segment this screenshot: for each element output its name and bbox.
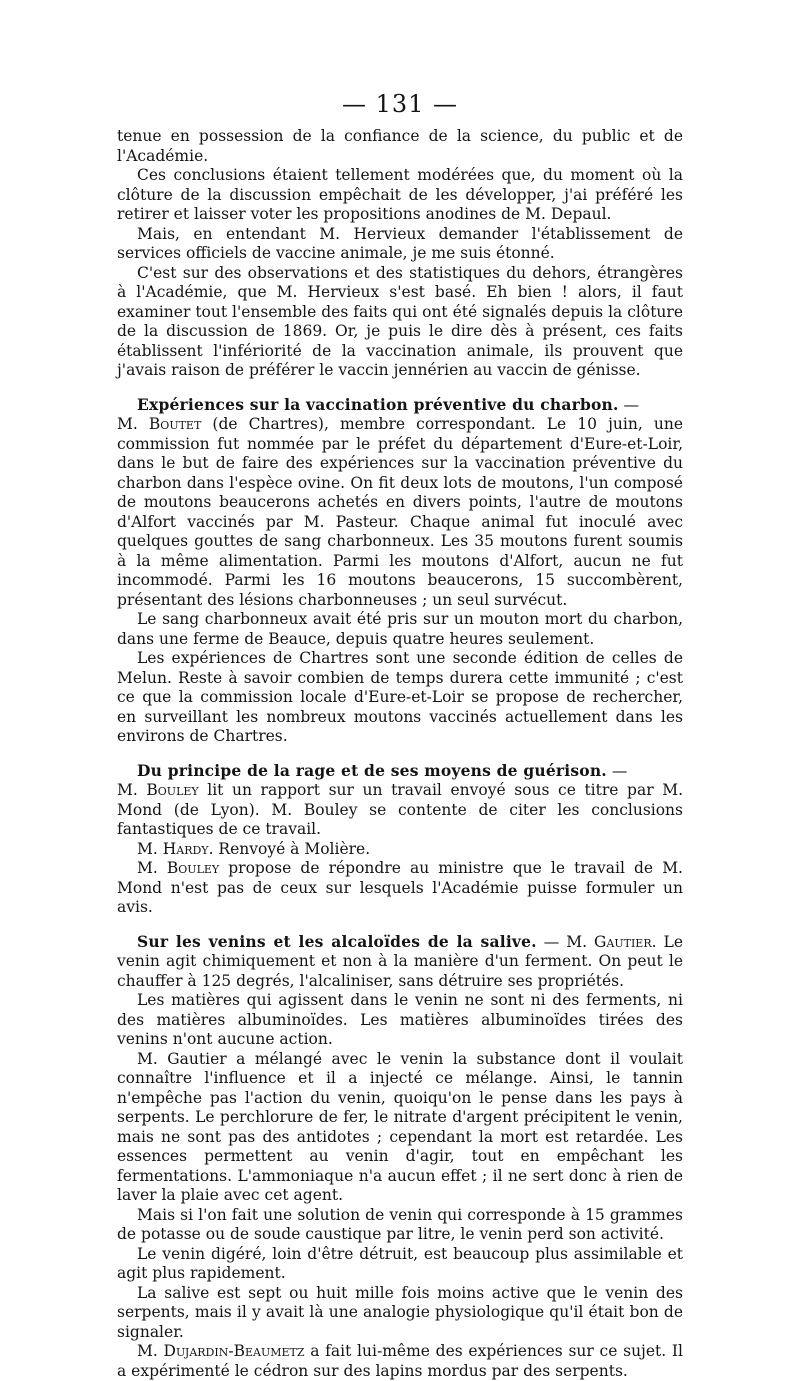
author-prefix: M. (137, 1342, 164, 1360)
paragraph: Mais, en entendant M. Hervieux demander l'établissement de services officiels de vaccine animale, je me suis étonné. (117, 224, 683, 262)
paragraph: tenue en possession de la confiance de la science, du public et de l'Académie. (117, 127, 683, 165)
paragraph: C'est sur des observations et des statistiques du dehors, étrangères à l'Académie, que M. Hervieux s'est basé. Eh bien ! alors, il faut examiner tout l'ensemble des faits qui ont été signalés depuis la clôture de la discussion de 1869. Or, je puis le dire dès à présent, ces faits établissent l'infériorité de la vaccination animale, ils prouvent que j'avais raison de préférer le vaccin jennérien au vaccin de génisse. (117, 263, 683, 379)
paragraph-text: (de Chartres), membre correspondant. Le 10 juin, une commission fut nommée par le préfet du département d'Eure-et-Loir, dans le but de faire des expériences sur la vaccination préventive du charbon dans l'espèce ovine. On fit deux lots de moutons, l'un composé de moutons beaucerons achetés en divers points, l'autre de moutons d'Alfort vaccinés par M. Pasteur. Chaque animal fut inoculé avec quelques gouttes de sang charbonneux. Les 35 moutons furent soumis à la même alimentation. Parmi les moutons d'Alfort, aucun ne fut incommodé. Parmi les 16 moutons beaucerons, 15 succombèrent, présentant des lésions charbonneuses ; un seul survécut. (117, 415, 684, 609)
paragraph-text: lit un rapport sur un travail envoyé sous ce titre par M. Mond (de Lyon). M. Bouley se contente de citer les conclusions fantastiques de ce travail. (117, 781, 683, 838)
author-name: Bouley (166, 859, 220, 877)
section-paragraph (117, 932, 683, 992)
author-name: Boutet (148, 415, 202, 433)
dash: — (606, 761, 628, 780)
paragraph: Les matières qui agissent dans le venin ne sont ni des ferments, ni des matières albuminoïdes. Les matières albuminoïdes tirées des venins n'ont aucune action. (117, 991, 683, 1048)
punctuation: . (651, 932, 657, 951)
section-title: Du principe de la rage et de ses moyens de guérison. (137, 760, 607, 780)
author-prefix: M. (137, 839, 163, 858)
paragraph: Mais si l'on fait une solution de venin qui corresponde à 15 grammes de potasse ou de soude caustique par litre, le venin perd son activité. (117, 1205, 683, 1243)
paragraph: M. Gautier a mélangé avec le venin la substance dont il voulait connaître l'influence et il a injecté ce mélange. Ainsi, le tannin n'empêche pas l'action du venin, quoiqu'on le pense dans les pays à serpents. Le perchlorure de fer, le nitrate d'argent précipitent le venin, mais ne sont pas des antidotes ; cependant la mort est retardée. Les essences permettent au venin d'agir, tout en empêchant les fermentations. L'ammoniaque n'a aucun effet ; il ne sert donc à rien de laver la plaie avec cet agent. (117, 1049, 683, 1204)
paragraph: Le venin digéré, loin d'être détruit, est beaucoup plus assimilable et agit plus rapidement. (117, 1244, 683, 1282)
page-number: — 131 — (341, 90, 459, 118)
paragraph (117, 859, 683, 918)
paragraph (117, 1342, 683, 1381)
author-prefix: M. (117, 415, 149, 433)
dash: — (618, 395, 640, 414)
paragraph: Ces conclusions étaient tellement modérées que, du moment où la clôture de la discussion empêchait de les développer, j'ai préféré les retirer et laisser voter les propositions anodines de M. Depaul. (117, 166, 683, 223)
paragraph: Les expériences de Chartres sont une seconde édition de celles de Melun. Reste à savoir combien de temps durera cette immunité ; c'est ce que la commission locale d'Eure-et-Loir se propose de rechercher, en surveillant les nombreux moutons vaccinés actuellement dans les environs de Chartres. (117, 649, 683, 745)
paragraph: La salive est sept ou huit mille fois moins active que le venin des serpents, mais il y avait là une analogie physiologique qu'il était bon de signaler. (117, 1283, 683, 1341)
author-prefix: M. (117, 781, 147, 799)
paragraph: Le sang charbonneux avait été pris sur un mouton mort du charbon, dans une ferme de Beauce, depuis quatre heures seulement. (117, 610, 683, 648)
author-name: Bouley (146, 781, 199, 799)
paragraph-text: propose de répondre au ministre que le travail de M. Mond n'est pas de ceux sur lesquels l'Académie puisse formuler un avis. (117, 859, 683, 916)
section-title: Sur les venins et les alcaloïdes de la salive. (137, 931, 537, 951)
author-name: Hardy (162, 839, 209, 858)
section-paragraph (117, 395, 683, 611)
author-name: Dujardin-Beaumetz (163, 1342, 305, 1360)
body-text (117, 127, 683, 1381)
paragraph-text: Le venin agit chimiquement et non à la manière d'un ferment. On peut le chauffer à 125 degrés, l'alcaliniser, sans détruire ses propriétés. (117, 932, 683, 990)
author-prefix: M. (137, 859, 167, 877)
author-name: Gautier (594, 932, 652, 951)
paragraph-text: . Renvoyé à Molière. (208, 839, 371, 858)
section-title: Expériences sur la vaccination préventive du charbon. (137, 394, 619, 414)
paragraph-text: a fait lui-même des expériences sur ce sujet. Il a expérimenté le cédron sur des lapins mordus par des serpents. (117, 1342, 683, 1380)
section-paragraph (117, 761, 683, 840)
paragraph (117, 840, 683, 860)
dash: — M. (536, 932, 595, 951)
